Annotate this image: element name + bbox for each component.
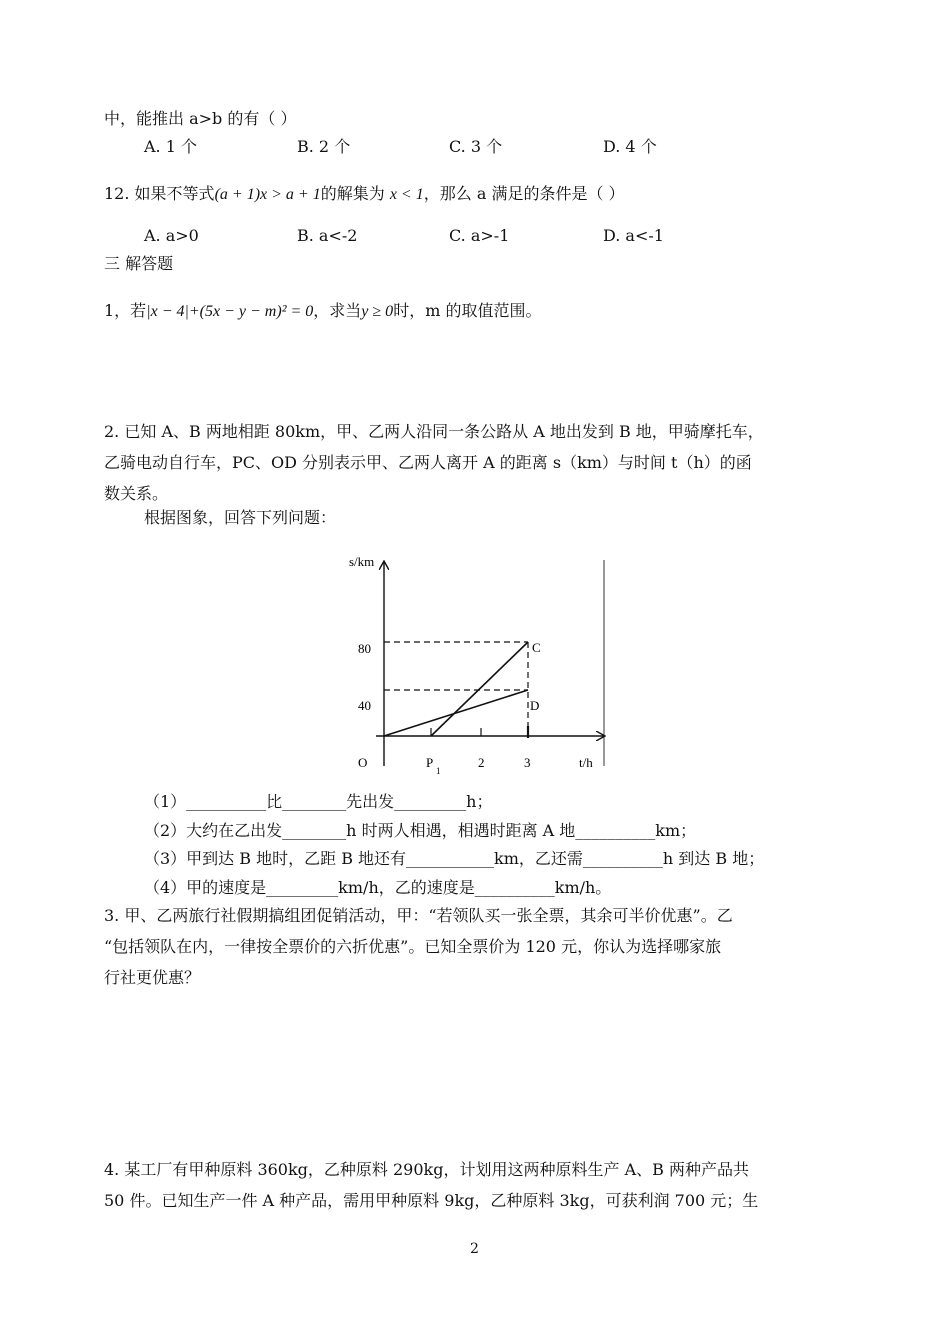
problem-4-text — [104, 1154, 758, 1216]
q12-solution-set: x < 1 — [389, 186, 424, 203]
point-d-label: D — [530, 698, 540, 713]
point-c-label: C — [532, 640, 541, 655]
q12-mid: 的解集为 — [320, 184, 385, 203]
line-pc — [431, 642, 528, 736]
q11-stem-end: 中，能推出 a>b 的有（ ） — [104, 109, 297, 128]
line-od — [384, 690, 528, 736]
q12-inequality: (a + 1)x > a + 1 — [214, 186, 321, 203]
p3-line-2: “包括领队在内，一律按全票价的六折优惠”。已知全票价为 120 元，你认为选择哪家旅 — [104, 937, 722, 956]
section-title: 三 解答题 — [104, 254, 174, 273]
q11-option-c: C. 3 个 — [449, 137, 503, 156]
y-tick-80: 80 — [358, 641, 371, 656]
origin-label: O — [358, 755, 368, 770]
q11-option-a: A. 1 个 — [144, 137, 197, 156]
y-tick-40: 40 — [358, 698, 371, 713]
p3-line-1: 3. 甲、乙两旅行社假期搞组团促销活动，甲：“若领队买一张全票，其余可半价优惠”。乙 — [104, 906, 733, 925]
problem-1 — [104, 300, 541, 323]
p1-mid: ，求当 — [313, 301, 362, 320]
q12-option-a: A. a>0 — [144, 226, 199, 245]
p2-subquestion-3: （3）甲到达 B 地时，乙距 B 地还有___________km，乙还需__________h 到达 B 地； — [144, 849, 765, 868]
x-tick-2: 2 — [478, 755, 485, 770]
p2-subquestions — [144, 788, 764, 902]
q12-option-c: C. a>-1 — [449, 226, 510, 245]
x-tick-p: P — [426, 755, 434, 770]
page-number: 2 — [470, 1241, 479, 1257]
p4-line-1: 4. 某工厂有甲种原料 360kg，乙种原料 290kg，计划用这两种原料生产 A、B 两种产品共 — [104, 1160, 749, 1179]
p1-equation: |x − 4|+(5x − y − m)² = 0 — [146, 303, 314, 320]
y-axis-label: s/km — [349, 554, 375, 569]
p4-line-2: 50 件。已知生产一件 A 种产品，需用甲种原料 9kg，乙种原料 3kg，可获利润 700 元；生 — [104, 1191, 759, 1210]
q12-option-b: B. a<-2 — [297, 226, 358, 245]
q12-pre: 如果不等式 — [134, 184, 215, 203]
p2-subquestion-2: （2）大约在乙出发________h 时两人相遇，相遇时距离 A 地__________km； — [144, 820, 697, 840]
p2-subquestion-1: （1）__________比________先出发_________h； — [144, 792, 493, 811]
q12-option-d: D. a<-1 — [603, 226, 664, 245]
q11-option-b: B. 2 个 — [297, 137, 351, 156]
x-tick-3: 3 — [524, 755, 531, 770]
q11-option-d: D. 4 个 — [603, 137, 657, 156]
x-axis-label: t/h — [579, 755, 593, 770]
q12-post: ，那么 a 满足的条件是（ ） — [423, 184, 625, 203]
problem-3-text — [104, 900, 733, 993]
q12-stem — [104, 183, 625, 206]
p2-subquestion-4: （4）甲的速度是_________km/h，乙的速度是__________km/h。 — [144, 877, 612, 897]
q12-number: 12. — [104, 184, 130, 203]
p2-line-2: 乙骑电动自行车，PC、OD 分别表示甲、乙两人离开 A 的距离 s（km）与时间 t（h）的函 — [104, 453, 752, 472]
p1-pre: 1，若 — [104, 301, 147, 320]
problem-2-text — [104, 416, 764, 509]
p1-condition: y ≥ 0 — [361, 303, 394, 320]
x-tick-p-sub: 1 — [436, 766, 441, 776]
p2-line-1: 2. 已知 A、B 两地相距 80km，甲、乙两人沿同一条公路从 A 地出发到 B 地，甲骑摩托车， — [104, 422, 764, 441]
p1-post: 时，m 的取值范围。 — [393, 301, 542, 320]
p3-line-3: 行社更优惠？ — [104, 968, 201, 987]
p2-prompt: 根据图象，回答下列问题： — [144, 508, 337, 527]
p2-line-3: 数关系。 — [104, 484, 169, 503]
